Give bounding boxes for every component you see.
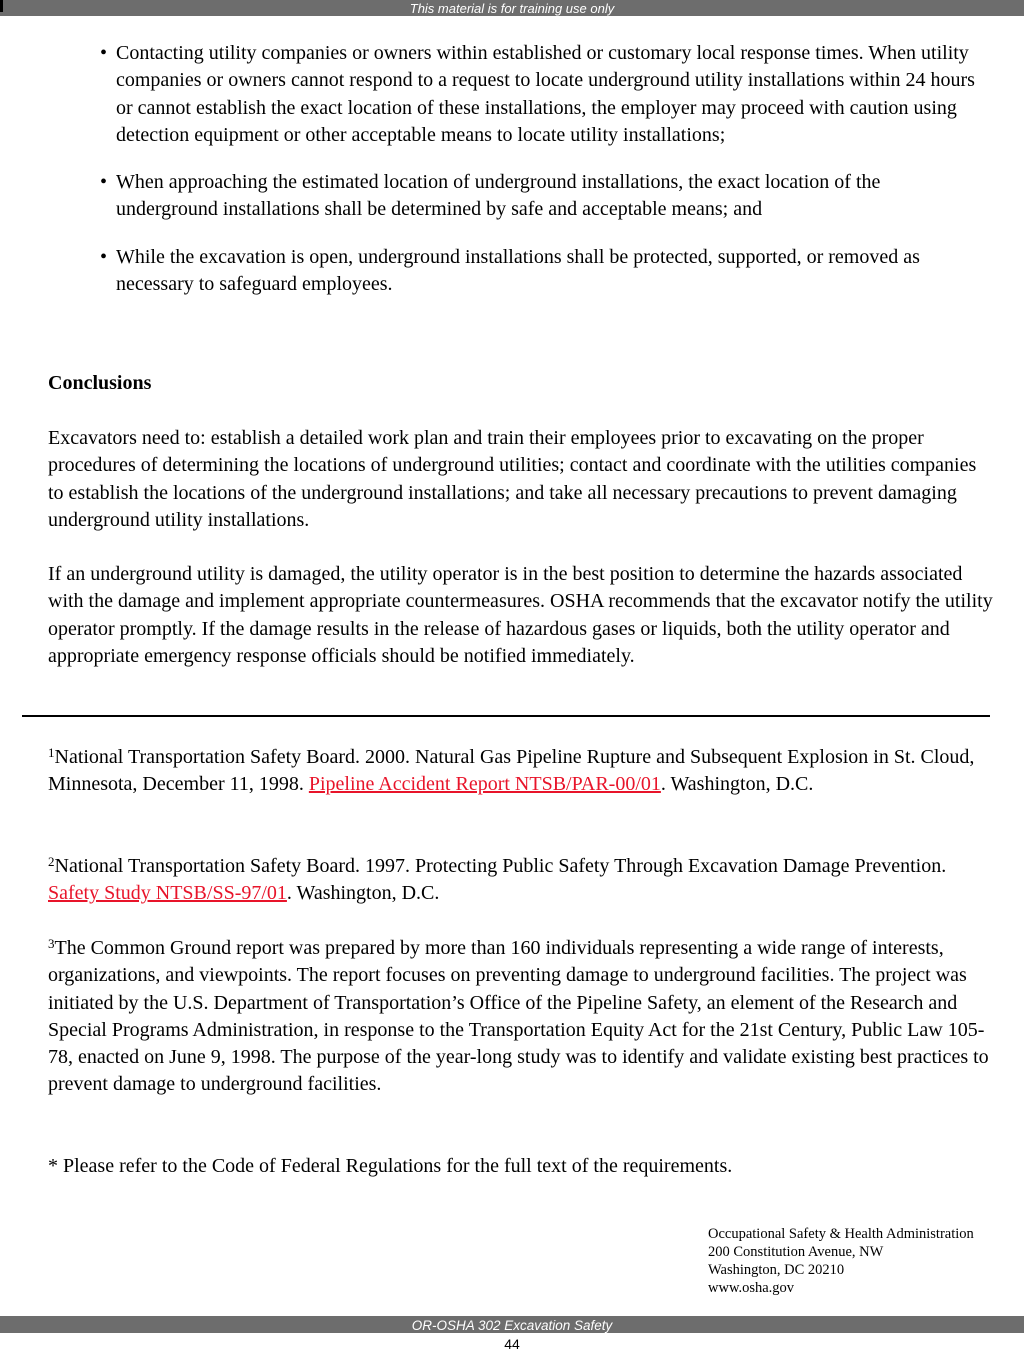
list-item-text: While the excavation is open, underground installations shall be protected, supported, or removed as necessary to safeguard employees. [116,245,920,296]
footnote-1 [48,744,993,799]
cfr-note: * Please refer to the Code of Federal Regulations for the full text of the requirements. [48,1155,733,1177]
bullet-icon: • [100,42,108,64]
conclusions-heading: Conclusions [48,372,152,394]
footnote-number: 1 [48,745,55,760]
address-street: 200 Constitution Avenue, NW [708,1244,884,1260]
footnote-divider [22,715,990,717]
address-org: Occupational Safety & Health Administration [708,1226,974,1242]
header-banner-text: This material is for training use only [409,1,615,16]
list-item-text: Contacting utility companies or owners within established or customary local response times. When utility companies or owners cannot respond to a request to locate underground utility installations within 24 hours or cannot establish the exact location of these installations, the employer may proceed with caution using detection equipment or other acceptable means to locate utility installations; [116,42,975,146]
address-city: Washington, DC 20210 [708,1262,845,1278]
conclusions-paragraph: If an underground utility is damaged, the utility operator is in the best position to determine the hazards associated with the damage and implement appropriate countermeasures. OSHA recommends that the excavator notify the utility operator promptly. If the damage results in the release of hazardous gases or liquids, both the utility operator and appropriate emergency response officials should be notified immediately. [48,563,993,667]
conclusions-paragraph: Excavators need to: establish a detailed work plan and train their employees prior to excavating on the proper procedures of determining the locations of underground utilities; contact and coordinate with the utilities companies to establish the locations of the underground installations; and take all necessary precautions to prevent damaging underground utility installations. [48,427,977,531]
footnote-text: The Common Ground report was prepared by more than 160 individuals representing a wide range of interests, organizations, and viewpoints. The report focuses on preventing damage to underground facilities. The project was initiated by the U.S. Department of Transportation’s Office of the Pipeline Safety, an element of the Research and Special Programs Administration, in response to the Transportation Equity Act for the 21st Century, Public Law 105-78, enacted on June 9, 1998. The purpose of the year-long study was to identify and validate existing best practices to prevent damage to underground facilities. [48,937,989,1096]
footnote-text: . Washington, D.C. [286,882,440,905]
bullet-icon: • [100,171,108,194]
address-website: www.osha.gov [708,1280,795,1296]
page-number: 44 [504,1336,520,1352]
list-item [98,40,978,149]
list-item-text: When approaching the estimated location of underground installations, the exact location of the underground installations shall be determined by safe and acceptable means; and [116,171,881,221]
bullet-icon: • [100,245,108,268]
footnote-text: National Transportation Safety Board. 1997. Protecting Public Safety Through Excavation Damage Prevention. [54,855,947,877]
osha-address-block [708,1225,974,1297]
footnote-text: . Washington, D.C. [660,773,814,796]
list-item [98,169,978,224]
footnote-text: National Transportation Safety Board. 2000. Natural Gas Pipeline Rupture and Subsequent Explosion in St. Cloud, Minnesota, December 11, 1998. [48,746,975,796]
footnote-3 [48,935,993,1099]
pipeline-accident-report-link[interactable]: Pipeline Accident Report NTSB/PAR-00/01 [308,773,661,796]
requirements-list [98,40,978,318]
list-item [98,244,978,299]
footnote-number: 3 [48,936,55,951]
footer-banner-text: OR-OSHA 302 Excavation Safety [411,1318,613,1333]
safety-study-link[interactable]: Safety Study NTSB/SS-97/01 [48,882,287,905]
footnote-2 [48,853,993,908]
footer-banner [0,1316,1024,1333]
footnote-number: 2 [48,854,55,869]
header-banner [0,0,1024,16]
